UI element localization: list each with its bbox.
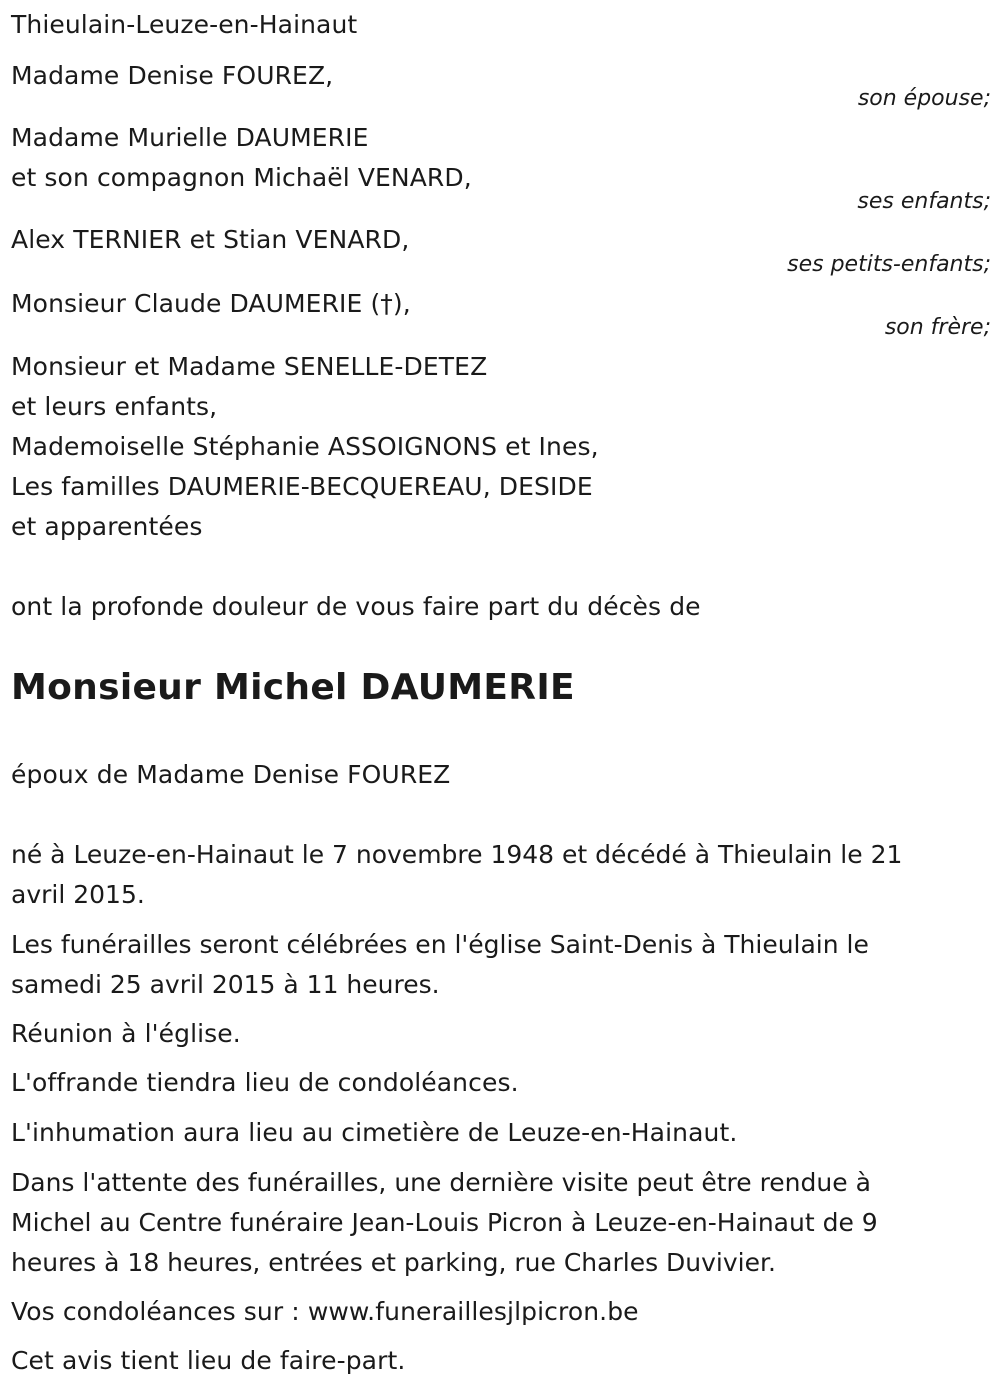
spouse-role: son épouse; xyxy=(857,86,991,111)
birth-death-line-2: avril 2015. xyxy=(11,880,145,909)
burial-text: L'inhumation aura lieu au cimetière de Leuze-en-Hainaut. xyxy=(11,1118,738,1147)
spouse-name: Madame Denise FOUREZ, xyxy=(11,61,334,90)
visit-paragraph xyxy=(11,1163,951,1283)
other-family-4: Les familles DAUMERIE-BECQUEREAU, DESIDE xyxy=(11,472,593,501)
grandchildren-names: Alex TERNIER et Stian VENARD, xyxy=(11,225,410,254)
notice-text: Cet avis tient lieu de faire-part. xyxy=(11,1346,406,1375)
birth-death-paragraph xyxy=(11,835,951,915)
condolences-link[interactable]: Vos condoléances sur : www.funeraillesjlpicron.be xyxy=(11,1297,639,1326)
other-family-3: Mademoiselle Stéphanie ASSOIGNONS et Ines, xyxy=(11,432,599,461)
brother-role: son frère; xyxy=(884,315,991,340)
visit-line-2: Michel au Centre funéraire Jean-Louis Picron à Leuze-en-Hainaut de 9 xyxy=(11,1208,878,1237)
grandchildren-role: ses petits-enfants; xyxy=(787,252,991,277)
meeting-text: Réunion à l'église. xyxy=(11,1019,241,1048)
children-name-2: et son compagnon Michaël VENARD, xyxy=(11,163,472,192)
offering-text: L'offrande tiendra lieu de condoléances. xyxy=(11,1068,519,1097)
location-heading: Thieulain-Leuze-en-Hainaut xyxy=(11,10,358,39)
other-family-2: et leurs enfants, xyxy=(11,392,218,421)
brother-name: Monsieur Claude DAUMERIE (†), xyxy=(11,289,411,318)
birth-death-line-1: né à Leuze-en-Hainaut le 7 novembre 1948 et décédé à Thieulain le 21 xyxy=(11,840,903,869)
other-family-1: Monsieur et Madame SENELLE-DETEZ xyxy=(11,352,488,381)
announcement-text: ont la profonde douleur de vous faire part du décès de xyxy=(11,592,701,621)
visit-line-1: Dans l'attente des funérailles, une dernière visite peut être rendue à xyxy=(11,1168,871,1197)
spouse-of-text: époux de Madame Denise FOUREZ xyxy=(11,760,451,789)
funeral-line-2: samedi 25 avril 2015 à 11 heures. xyxy=(11,970,440,999)
children-name-1: Madame Murielle DAUMERIE xyxy=(11,123,369,152)
funeral-line-1: Les funérailles seront célébrées en l'église Saint-Denis à Thieulain le xyxy=(11,930,869,959)
other-family-5: et apparentées xyxy=(11,512,203,541)
visit-line-3: heures à 18 heures, entrées et parking, rue Charles Duvivier. xyxy=(11,1248,776,1277)
deceased-name: Monsieur Michel DAUMERIE xyxy=(11,667,575,708)
children-role: ses enfants; xyxy=(857,189,991,214)
funeral-paragraph xyxy=(11,925,951,1005)
